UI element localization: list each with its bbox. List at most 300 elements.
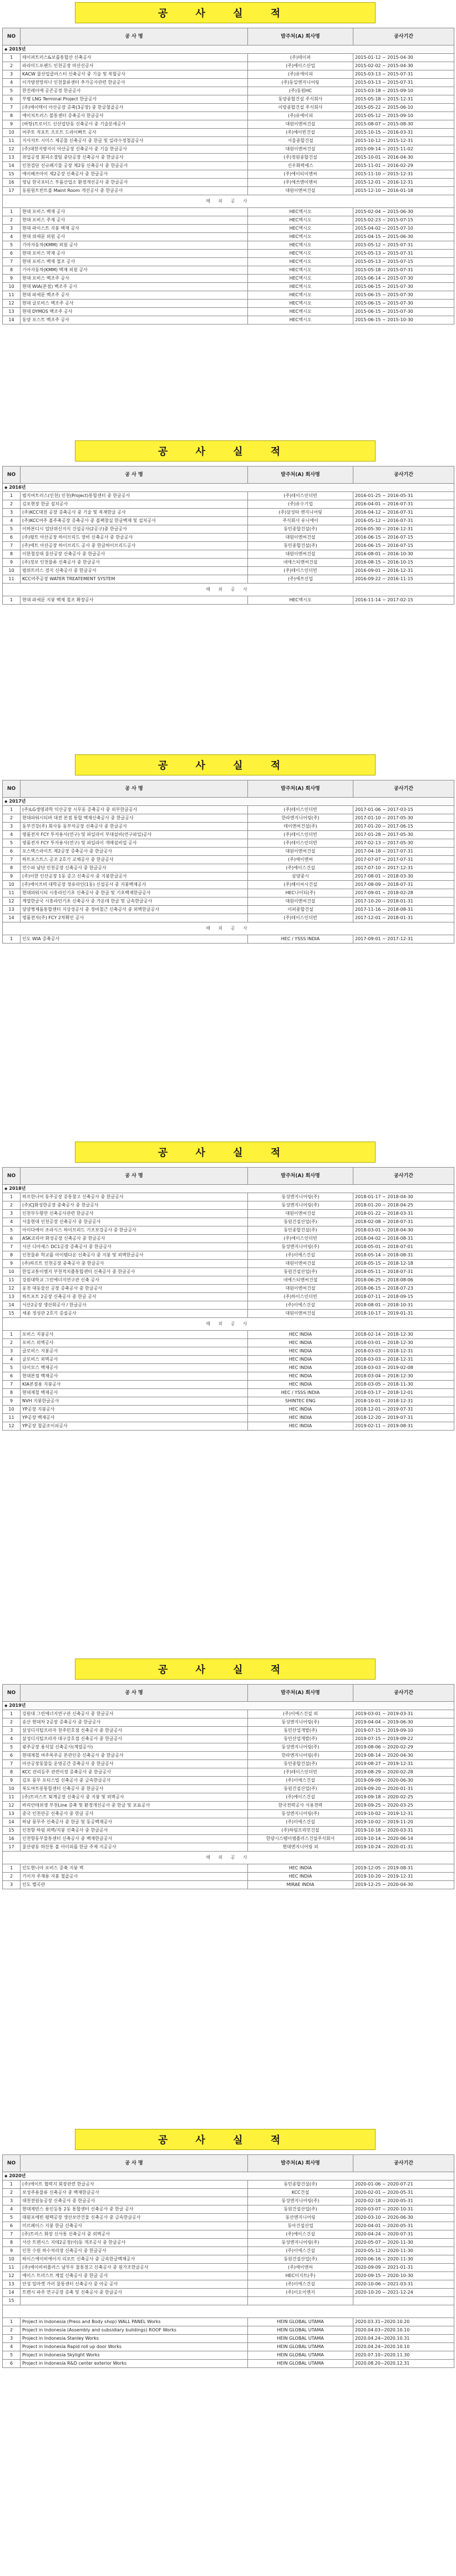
table-row (3, 162, 454, 170)
cell-period: 2016-05-12 ~ 2016-07-31 (353, 517, 454, 525)
table-row (3, 1768, 454, 1777)
year-label (3, 798, 454, 806)
cell-period: 2015-05-18 ~ 2015-07-31 (353, 266, 454, 275)
table-row (3, 1414, 454, 1422)
cell-client: 대원이엔씨건설 (248, 1310, 353, 1318)
cell-name: 아이다에이 조라시스 하이브리드 기조보강공사 중 한글공사 (21, 1226, 248, 1235)
table-row (3, 2239, 454, 2247)
table-row (3, 1339, 454, 1347)
cell-no: 1 (3, 1710, 21, 1718)
overseas-header-row (3, 1318, 454, 1331)
cell-no: 1 (3, 1193, 21, 1201)
cell-name: 인천 수원 하수처리장 신축공사 중 한글공사 (21, 2247, 248, 2255)
cell-period: 2018-07-11 ~ 2018-09-15 (353, 1293, 454, 1301)
cell-period: 2015-06-15 ~ 2015-07-30 (353, 291, 454, 300)
cell-no: 14 (3, 162, 21, 170)
cell-name: 인도현니아 포비스 증축 지붕 벽 (21, 1864, 248, 1873)
cell-period: 2018-03-05 ~ 2018-11-30 (353, 1381, 454, 1389)
table-row (3, 300, 454, 308)
cell-name: 명품전자(주) FCY 2차확인 공사 (21, 914, 248, 922)
cell-period: 2017-01-06 ~ 2017-03-15 (353, 806, 454, 814)
cell-no: 5 (3, 1226, 21, 1235)
cell-period: 2018-03-04 ~ 2018-12-30 (353, 1372, 454, 1381)
cell-client: HEC INDIA (248, 1364, 353, 1372)
cell-name: 기이자 주재용 지붕 철골공사 (21, 1873, 248, 1881)
cell-name: 글로비스 지붕공사 (21, 1347, 248, 1356)
cell-period: 2018-12-20 ~ 2019-07-31 (353, 1414, 454, 1422)
cell-name: (주)에이비씨플러스 남부우 물통창고 신축공사 중 원가조한글공사 (21, 2264, 248, 2272)
cell-client: 동성엔지니어링(주) (248, 1810, 353, 1818)
cell-no: 4 (3, 2343, 21, 2351)
cell-no: 2 (3, 1873, 21, 1881)
cell-name: 광주공장 용석설 신축공사(계열공사) (21, 1743, 248, 1752)
cell-period: 2019-09-20 ~ 2020-01-31 (353, 1785, 454, 1793)
table-row (3, 2197, 454, 2205)
cell-no: 8 (3, 1251, 21, 1260)
table-row (3, 120, 454, 129)
table-row (3, 542, 454, 550)
cell-period: 2019-04-04 ~ 2019-06-30 (353, 1718, 454, 1727)
cell-client: 현대엔지니어링 외 (248, 1843, 353, 1852)
cell-period: 2015-06-15 ~ 2015-07-30 (353, 308, 454, 316)
cell-no: 1 (3, 492, 21, 500)
overseas-header-row (3, 195, 454, 208)
performance-table (2, 1167, 454, 1431)
cell-no: 4 (3, 79, 21, 87)
cell-no: 10 (3, 1785, 21, 1793)
cell-period: 2017-01-20 ~ 2017-06-15 (353, 823, 454, 831)
cell-client: (주)동원HC (248, 87, 353, 95)
header-no: NO (3, 28, 21, 45)
cell-no: 7 (3, 1760, 21, 1768)
table-row (3, 806, 454, 814)
cell-no: 9 (3, 1777, 21, 1785)
cell-client: HEC INDIA (248, 1406, 353, 1414)
cell-name: (주)CJ화성한공장 중축공사 중 한글공사 (21, 1201, 248, 1210)
cell-client: SHINTEC ENG (248, 1397, 353, 1406)
cell-client: (주)에이스건설 (248, 1793, 353, 1802)
cell-name: 계열한글국 시흥라인기초 신축공사 중 가운데 한글 및 금속한글공사 (21, 897, 248, 906)
cell-no: 2 (3, 2326, 21, 2335)
cell-no: 5 (3, 1743, 21, 1752)
cell-no: 7 (3, 2230, 21, 2239)
cell-no: 5 (3, 839, 21, 848)
cell-no: 5 (3, 87, 21, 95)
header-no: NO (3, 1685, 21, 1702)
table-row (3, 225, 454, 233)
cell-name: (주)평트 아산공장 하이브리드 장비 신축공사 중 한글공사 (21, 534, 248, 542)
cell-no: 12 (3, 1802, 21, 1810)
cell-period: 2019-08-14 ~ 2020-04-30 (353, 1752, 454, 1760)
cell-no: 9 (3, 120, 21, 129)
cell-name: 인천항 하림 외벽/지붕 신축공사 중 한글공사 (21, 1827, 248, 1835)
cell-period: 2016-04-12 ~ 2016-07-31 (353, 509, 454, 517)
cell-period: 2018-03-01 ~ 2018-04-30 (353, 1226, 454, 1235)
header-period: 공사기간 (353, 1168, 454, 1185)
cell-no: 7 (3, 1381, 21, 1389)
cell-period: 2015-05-13 ~ 2015-07-31 (353, 250, 454, 258)
cell-no: 12 (3, 897, 21, 906)
table-row (3, 517, 454, 525)
year-row (3, 1185, 454, 1193)
table-row (3, 1251, 454, 1260)
cell-name: KIA본점용 지붕공사 (21, 1381, 248, 1389)
cell-no: 9 (3, 1397, 21, 1406)
cell-period: 2018-03-03 ~ 2019-02-08 (353, 1364, 454, 1372)
table-row (3, 1310, 454, 1318)
header-period: 공사기간 (353, 1685, 454, 1702)
cell-name: Project in Indonesia (Assembly and subsidiary buildings) ROOF Works (21, 2326, 248, 2335)
cell-name: ASK코리아 화성공장 신축공사 중 한글공사 (21, 1235, 248, 1243)
cell-no: 8 (3, 112, 21, 120)
table-row (3, 1743, 454, 1752)
cell-period: 2015-12-01 ~ 2016-12-31 (353, 179, 454, 187)
table-row (3, 2280, 454, 2289)
cell-no: 3 (3, 1727, 21, 1735)
table-row (3, 233, 454, 241)
cell-client: 동성엔지니어링(주) (248, 1243, 353, 1251)
cell-period: 2018-06-15 ~ 2018-07-23 (353, 1285, 454, 1293)
cell-client: 동민종합건설(주) (248, 525, 353, 534)
table-row (3, 889, 454, 897)
cell-no: 5 (3, 2351, 21, 2360)
cell-name: 인도 WIA 증축공사 (21, 935, 248, 944)
cell-client: HEC엑시오 (248, 300, 353, 308)
cell-period: 2015-11-10 ~ 2015-12-31 (353, 170, 454, 179)
cell-name: 범지여트러스(인천) 인천(Project)통합센터 중 한글공사 (21, 492, 248, 500)
cell-period: 2019-09-18 ~ 2020-02-25 (353, 1793, 454, 1802)
table-row (3, 1260, 454, 1268)
cell-client: (주)에이엔씨 (248, 2264, 353, 2272)
table-row (3, 1210, 454, 1218)
cell-no: 3 (3, 1881, 21, 1889)
cell-no: 11 (3, 575, 21, 584)
cell-no: 4 (3, 517, 21, 525)
table-row (3, 316, 454, 324)
bullet-icon: ◆ (4, 1703, 8, 1708)
cell-period: 2019-08-29 ~ 2020-02-28 (353, 1768, 454, 1777)
cell-client: 대원이엔씨건설 (248, 848, 353, 856)
table-row (3, 266, 454, 275)
cell-client: HEC INDIA (248, 1422, 353, 1431)
cell-client: 신우화력에스 (248, 162, 353, 170)
cell-client: (주)하림프리민건설 (248, 1827, 353, 1835)
cell-no: 13 (3, 1293, 21, 1301)
table-row (3, 1835, 454, 1843)
cell-client: 한국전력공사 서용전력 (248, 1802, 353, 1810)
cell-no: 10 (3, 1268, 21, 1276)
cell-no: 11 (3, 137, 21, 145)
table-row (3, 2181, 454, 2189)
cell-client: HEC나이티(주) (248, 889, 353, 897)
table-row (3, 1843, 454, 1852)
table-row (3, 575, 454, 584)
cell-period: 2019-07-15 ~ 2019-09-10 (353, 1727, 454, 1735)
cell-name: 강원대학교 그린에너지연구관 신축 공사 (21, 1276, 248, 1285)
table-row (3, 2255, 454, 2264)
cell-no: 9 (3, 1260, 21, 1268)
table-row (3, 864, 454, 873)
performance-table (2, 28, 454, 324)
cell-client: (주)테이스인더빈 (248, 567, 353, 575)
table-row (3, 216, 454, 225)
table-row (3, 250, 454, 258)
table-row (3, 1218, 454, 1226)
header-client: 발주처(A) 회사명 (248, 466, 353, 484)
header-no: NO (3, 466, 21, 484)
table-row (3, 1276, 454, 1285)
cell-name: 김포현장 한글 설치공사 (21, 500, 248, 509)
table-header-row (3, 1685, 454, 1702)
table-header-row (3, 2155, 454, 2172)
cell-name: 하프한니어 동주공장 증통참고 신축공사 중 한글공사 (21, 1193, 248, 1201)
cell-period: 2017-07-07 ~ 2017-07-31 (353, 856, 454, 864)
cell-name: 중국 인천관공 신축공사 중 한글 공사 (21, 1810, 248, 1818)
cell-no: 4 (3, 1356, 21, 1364)
cell-no: 10 (3, 129, 21, 137)
cell-name: Project in Indonesia Skylight Works (21, 2351, 248, 2360)
cell-client: (주)해이씨시건설 (248, 881, 353, 889)
cell-no: 2 (3, 814, 21, 823)
cell-period: 2018-04-02 ~ 2018-08-31 (353, 1235, 454, 1243)
cell-name: 테이퍼트러스&보를통합산 신축공사 (21, 54, 248, 62)
overseas-header-row (3, 1852, 454, 1864)
cell-period: 2020-06-16 ~ 2020-11-30 (353, 2255, 454, 2264)
cell-client: 동아건설산업 (248, 2222, 353, 2230)
cell-no: 10 (3, 1406, 21, 1414)
header-client: 발주처(A) 회사명 (248, 1685, 353, 1702)
cell-client: 동성엔지니어링(주) (248, 1718, 353, 1727)
table-row (3, 873, 454, 881)
bullet-icon: ◆ (4, 485, 8, 490)
cell-name: (주)KCC대천 공장 증축공사 중 기술 및 복재한글 공사 (21, 509, 248, 517)
cell-period: 2015-01-12 ~ 2015-04-30 (353, 54, 454, 62)
cell-client: 대원이엔씨건설 (248, 1210, 353, 1218)
table-row (3, 62, 454, 70)
cell-period: 2015-09-14 ~ 2015-11-02 (353, 145, 454, 154)
cell-no: 6 (3, 1235, 21, 1243)
table-row (3, 1777, 454, 1785)
performance-table (2, 780, 454, 944)
table-row (3, 2318, 454, 2326)
performance-table (2, 2154, 454, 2368)
cell-no: 8 (3, 2239, 21, 2247)
cell-period: 2015-08-07 ~ 2015-08-30 (353, 120, 454, 129)
table-row (3, 1422, 454, 1431)
cell-no: 3 (3, 1347, 21, 1356)
cell-name: 미르페이스 지붕 한글 신축공사 (21, 2222, 248, 2230)
cell-no: 1 (3, 54, 21, 62)
cell-client: 동성엔지니어링(주) (248, 2197, 353, 2205)
cell-no: 11 (3, 1414, 21, 1422)
cell-period: 2015-05-22 ~ 2015-06-10 (353, 104, 454, 112)
cell-client: 동민종합건설(주) (248, 1226, 353, 1235)
cell-period: 2018-01-17 ~ 2018-04-30 (353, 1193, 454, 1201)
overseas-header-row (3, 2305, 454, 2318)
cell-name: 현대 포비스 막재 공사 (21, 250, 248, 258)
table-row (3, 848, 454, 856)
cell-period: 2020-04-01 ~ 2020-05-31 (353, 2222, 454, 2230)
cell-no: 6 (3, 2222, 21, 2230)
cell-no: 2 (3, 216, 21, 225)
cell-client: (주)이에스건설 (248, 2247, 353, 2255)
cell-name: Project in Indonesia Rapid roll up door Works (21, 2343, 248, 2351)
cell-client: HEIN GLOBAL UTAMA (248, 2318, 353, 2326)
cell-no: 9 (3, 275, 21, 283)
cell-period: 2017-08-01 ~ 2018-03-30 (353, 873, 454, 881)
table-row (3, 87, 454, 95)
cell-name: 이하본디시 업단위신지식 건설공사(2공구)중 한글공사 (21, 525, 248, 534)
year-row (3, 1702, 454, 1710)
cell-name: (주)트러스트 퇴계공장 신축공사 중 지붕 및 외벽공사 (21, 1793, 248, 1802)
cell-period: 2020-02-01 ~ 2020-05-31 (353, 2189, 454, 2197)
cell-no: 3 (3, 509, 21, 517)
table-row (3, 2326, 454, 2335)
table-row (3, 1873, 454, 1881)
cell-name: 트렌시 파주 연구공장 증축 및 신축공사 중 한글공사 (21, 2289, 248, 2297)
cell-no: 6 (3, 1752, 21, 1760)
cell-name: 포비스 외벽공사 (21, 1339, 248, 1347)
cell-no: 3 (3, 2197, 21, 2205)
cell-period: 2019-10-02 ~ 2019-11-20 (353, 1818, 454, 1827)
cell-period: 2016-06-15 ~ 2016-07-15 (353, 542, 454, 550)
overseas-label: 해 외 공 사 (3, 1318, 454, 1331)
cell-name: (주)이한 인산공장 1동 증고 신축공사 중 지붕한글공사 (21, 873, 248, 881)
cell-name: 서산2공장 생산회공사 / 한글공사 (21, 1301, 248, 1310)
cell-period: 2016-06-15 ~ 2016-07-15 (353, 534, 454, 542)
bullet-icon: ◆ (4, 2174, 8, 2178)
cell-name: 하트포스트스 공조 2호기 교체공사 중 한글공사 (21, 856, 248, 864)
cell-client: HEC이지트(주) (248, 2272, 353, 2280)
table-row (3, 1752, 454, 1760)
table-row (3, 856, 454, 864)
year-row (3, 798, 454, 806)
table-row (3, 567, 454, 575)
cell-no: 11 (3, 291, 21, 300)
cell-client: 이랑종합건설 주식회사 (248, 104, 353, 112)
cell-client: 동성엔지니어링(주) (248, 1201, 353, 1210)
cell-name: YP공장 지붕공사 (21, 1406, 248, 1414)
overseas-label: 해 외 공 사 (3, 1852, 454, 1864)
cell-period: 2019-07-15 ~ 2019-09-22 (353, 1735, 454, 1743)
overseas-label: 해 외 공 사 (3, 195, 454, 208)
cell-client: HEC엑시오 (248, 241, 353, 250)
cell-period: 2020.04.24~2020.10.10 (353, 2343, 454, 2351)
cell-no: 1 (3, 1864, 21, 1873)
cell-client: HEC엑시오 (248, 216, 353, 225)
cell-name: (바탕)트로이드 신산업단동 신축공사 중 기술분세공사 (21, 120, 248, 129)
table-row (3, 1201, 454, 1210)
cell-no: 13 (3, 154, 21, 162)
table-row (3, 1406, 454, 1414)
cell-period: 2016-01-25 ~ 2016-05-31 (353, 492, 454, 500)
cell-name: 한일교통이엠지 부천적치플통합센터 신축공사 중 한글공사 (21, 1268, 248, 1276)
cell-client: (주)동일엔지니어링 (248, 79, 353, 87)
header-period: 공사기간 (353, 466, 454, 484)
cell-client: HEC엑시오 (248, 275, 353, 283)
table-row (3, 275, 454, 283)
cell-period: 2020-05-07 ~ 2020-11-30 (353, 2239, 454, 2247)
cell-client: (주)이에스건설 (248, 1251, 353, 1260)
cell-period: 2020-09-15 ~ 2020-10-30 (353, 2272, 454, 2280)
cell-no: 15 (3, 2297, 21, 2305)
table-row (3, 291, 454, 300)
cell-client: 대원이엔씨건설 (248, 897, 353, 906)
cell-no: 1 (3, 1331, 21, 1339)
cell-no: 12 (3, 2272, 21, 2280)
table-row (3, 208, 454, 216)
cell-no: 5 (3, 525, 21, 534)
cell-client: (주)테이스인더빈 (248, 831, 353, 839)
cell-client: HEC엑시오 (248, 308, 353, 316)
table-row (3, 187, 454, 195)
table-row (3, 1818, 454, 1827)
table-row (3, 2189, 454, 2197)
cell-client: (주)테이스인더빈 (248, 839, 353, 848)
cell-no: 17 (3, 187, 21, 195)
performance-table (2, 466, 454, 605)
cell-client: 네에스티엔씨건설 (248, 559, 353, 567)
cell-name: 한진레이에 공존공정 한글공사 (21, 87, 248, 95)
table-row (3, 831, 454, 839)
cell-period: 2015-05-18 ~ 2015-12-31 (353, 95, 454, 104)
header-client: 발주처(A) 회사명 (248, 780, 353, 798)
cell-name: (주)LG생명과학 익산공장 시무동 증축공사 중 외부한글공사 (21, 806, 248, 814)
cell-name: 안성 밀마켓 가러 물통센터 신축공사 중 아공 공사 (21, 2280, 248, 2289)
cell-name: 현대 글로비스 백조주 공사 (21, 300, 248, 308)
table-row (3, 492, 454, 500)
cell-client: 동민종합건설(주) (248, 1760, 353, 1768)
cell-no: 4 (3, 233, 21, 241)
table-row (3, 137, 454, 145)
year-text: 2019년 (9, 1703, 26, 1708)
cell-period: 2019-08-06 ~ 2020-02-29 (353, 1743, 454, 1752)
cell-name: 인천부두항만 신축공사관련 한글공사 (21, 1210, 248, 1218)
cell-no: 1 (3, 596, 21, 605)
table-row (3, 1193, 454, 1201)
cell-no: 15 (3, 1310, 21, 1318)
cell-name: 서울현대 인천공장 신축공사 중 한글공사 (21, 1218, 248, 1226)
cell-period (353, 2297, 454, 2305)
table-header-row (3, 780, 454, 798)
cell-period: 2018-01-22 ~ 2018-03-31 (353, 1210, 454, 1218)
table-row (3, 129, 454, 137)
cell-no: 11 (3, 889, 21, 897)
cell-name: (주)대한지방지이 아산공장 신축공사 중 기술 한글공사 (21, 145, 248, 154)
cell-period: 2020-10-20 ~ 2021-12-24 (353, 2289, 454, 2297)
cell-period: 2015-02-02 ~ 2015-04-30 (353, 62, 454, 70)
cell-period: 2015-11-01 ~ 2016-02-29 (353, 162, 454, 170)
header-period: 공사기간 (353, 2155, 454, 2172)
table-row (3, 2264, 454, 2272)
cell-period: 2017-09-01 ~ 2017-12-31 (353, 935, 454, 944)
cell-client: (주)이에스건설 (248, 1777, 353, 1785)
table-row (3, 1293, 454, 1301)
cell-period: 2018-05-01 ~ 2018-07-01 (353, 1243, 454, 1251)
cell-period: 2019-10-20 ~ 2019-12-31 (353, 1873, 454, 1881)
cell-client: (주)유수기업 (248, 500, 353, 509)
cell-name: 현대 파이스트 지붕 백재 공사 (21, 225, 248, 233)
cell-client: HEC엑시오 (248, 596, 353, 605)
cell-name: 현대 파세문 백조주 공사 (21, 291, 248, 300)
cell-no: 8 (3, 864, 21, 873)
cell-period: 2015-02-04 ~ 2015-06-30 (353, 208, 454, 216)
cell-name: 아산공장동물들 운영공간 증축공사 중 한글공사 (21, 1760, 248, 1768)
cell-period: 2017-07-10 ~ 2017-12-31 (353, 864, 454, 873)
cell-period: 2019-12-05 ~ 2019-08-31 (353, 1864, 454, 1873)
cell-client: 동양종합건설 주식회사 (248, 95, 353, 104)
cell-name: 이한철강대 울산공장 신축공사 중 한글공사 (21, 550, 248, 559)
